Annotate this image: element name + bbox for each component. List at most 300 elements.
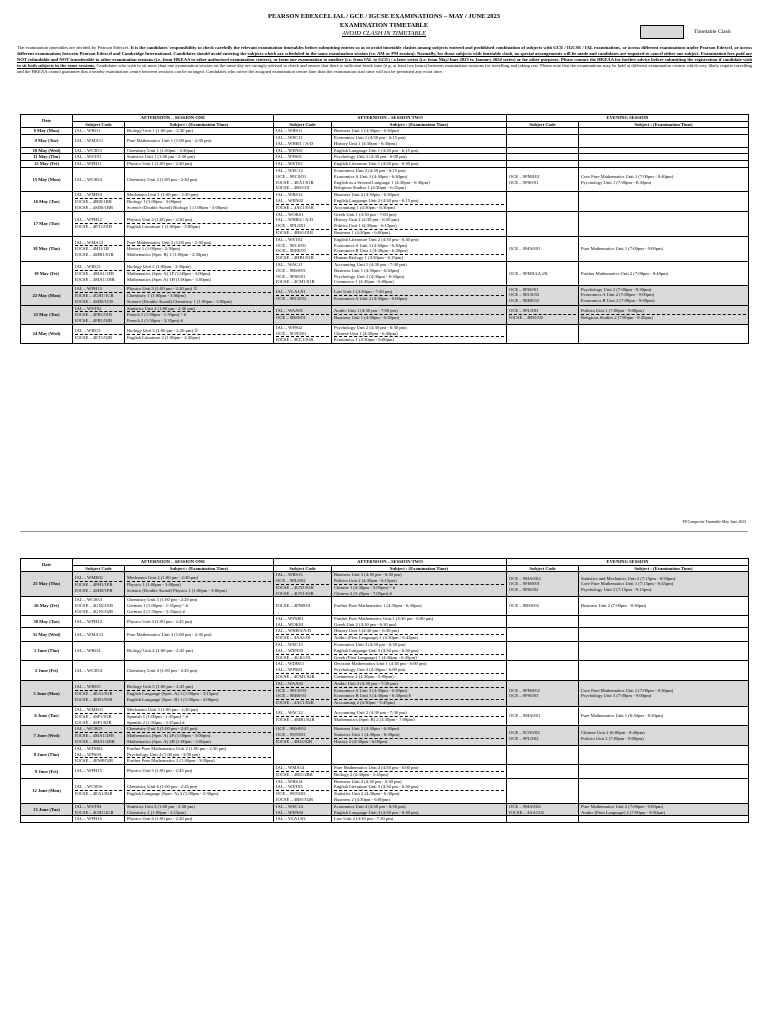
subject-entry: Mathematics (Spec B) 1 (1:00pm - 2:30pm) <box>127 252 208 258</box>
subject-header: Subject : (Examination Time) <box>579 565 749 572</box>
timetable-row <box>21 134 749 147</box>
session-two-header: AFTERNOON – SESSION TWO <box>274 115 507 122</box>
subject-entry: Physics Unit 6 (1:00 pm - 2:20 pm) <box>127 816 193 822</box>
subject-entry: Science (Double Award) Biology 1 (1:00pm - 3:00pm) <box>127 204 228 210</box>
subject-code: OCE – 9FM0/01 <box>509 581 540 587</box>
exam-date: 5 June (Mon) <box>21 680 73 706</box>
exam-date: 23 May (Tue) <box>21 305 73 324</box>
subject-code-header: Subject Code <box>507 565 579 572</box>
subject-code: IAL – WFM02 <box>75 745 103 751</box>
subject-code: IAL – WAC11 <box>276 261 303 267</box>
subject-code: IAL – WME02 <box>75 575 103 581</box>
subject-entry: English Language Unit 4 (4:30 pm - 6:30 pm) <box>334 809 419 815</box>
subject-code: OCE – 9EC0/01 <box>276 173 307 179</box>
subject-code: IAL – WEN03 <box>276 647 304 653</box>
subject-entry: Mechanics Unit 1 (1:00 pm - 2:30 pm) <box>127 192 199 198</box>
subject-cell <box>332 628 507 642</box>
subject-code: IAL – WOK01 <box>276 211 304 217</box>
subject-code: IAL – WDM11 <box>276 661 305 667</box>
subject-entry: Chemistry 1 (1:00pm - 3:00pm) <box>127 292 271 299</box>
subject-code: OCE – 9CN0/02 <box>509 729 540 735</box>
code-cell <box>507 745 579 764</box>
code-cell <box>73 661 125 680</box>
subject-code: IAL – WET02 <box>276 236 303 242</box>
subject-entry: Commerce 2 (4:30pm - 6:00pm) <box>334 673 504 680</box>
code-cell <box>73 816 125 823</box>
code-cell <box>274 641 332 660</box>
code-cell <box>73 597 125 615</box>
subject-cell <box>125 261 274 285</box>
timetable-row <box>21 706 749 725</box>
subject-entry: Economics A Unit 3 (4:30pm - 6:30pm) <box>334 687 504 694</box>
subject-code: OCE – 9MA0/02 <box>509 575 541 581</box>
code-cell <box>274 211 332 236</box>
code-cell <box>507 305 579 324</box>
column-header-row <box>21 121 749 128</box>
subject-code: IAL – WBS13 <box>276 572 303 578</box>
subject-code: OCE – 9PS0/01 <box>276 273 306 279</box>
exam-date: 8 June (Thu) <box>21 745 73 764</box>
exam-date: 13 June (Tue) <box>21 803 73 816</box>
subject-cell <box>332 286 507 305</box>
subject-code-header: Subject Code <box>73 121 125 128</box>
code-cell <box>73 745 125 764</box>
timetable-row <box>21 765 749 779</box>
timetable-row <box>21 161 749 168</box>
page-separator <box>20 531 748 532</box>
code-cell <box>507 803 579 816</box>
subject-entry: Economics A Unit 2 (4:30pm - 6:00pm) <box>334 295 504 302</box>
subject-code: IAL – WEC11 <box>276 134 303 140</box>
subject-code-header: Subject Code <box>507 121 579 128</box>
subject-code: OCE – 9EB0/02 <box>509 298 540 304</box>
intro-bold: It is the candidates' responsibility to check carefully the relevant examination timetables before submitting entries so as to avoid timetable clashes among subjects entered and prohibited combination of subjects with GCE / IGCSE / IAL examinations, or across different examinations under Pearson Edexcel, or across different examinations between Pearson Edexcel and Cambridge International. Candidates should avoid entering the <box>17 45 752 56</box>
subject-cell <box>332 803 507 816</box>
subject-code: IOCSE – 4GN1/01R <box>75 603 114 609</box>
subject-entry: English Language Unit 3 (4:30 pm - 6:30 pm) <box>334 647 419 653</box>
subject-code: OCE – 9MA0/02 <box>509 803 541 809</box>
subject-cell <box>332 167 507 191</box>
subject-code: IAL – WST03 <box>75 803 102 809</box>
exam-date: 9 June (Fri) <box>21 765 73 779</box>
code-cell <box>507 706 579 725</box>
subject-entry: Accounting 2 (4:30pm - 5:45pm) <box>334 699 504 706</box>
subject-entry: Pure Mathematics Unit 1 (7:00pm - 9:00pm) <box>581 245 664 251</box>
subject-entry: Economics A Unit 1 (4:30pm - 6:30pm) <box>334 242 408 248</box>
exam-date: 9 May (Tue) <box>21 134 73 147</box>
subject-entry: Statistics Unit 1 (1:00 pm - 2:30 pm) <box>127 154 195 160</box>
subject-cell <box>332 615 507 628</box>
subject-code: IAL – WCH13 <box>75 597 103 603</box>
subject-entry: English as a Second Language 1 (4:30pm - 6:30pm) <box>334 179 430 185</box>
subject-entry: English Language (Spec. B) 1 (1:00pm - 4:00pm) <box>127 696 219 702</box>
subject-cell <box>579 661 749 680</box>
subject-cell <box>579 261 749 285</box>
subject-entry: Chinese 1 (4:30pm - 5:05pm) ^ # <box>334 584 504 591</box>
exam-date <box>21 816 73 823</box>
code-cell <box>507 167 579 191</box>
subject-cell <box>125 128 274 135</box>
subject-entry: Core Pure Mathematics Unit 2 (7:00pm - 8:30pm) <box>581 687 674 693</box>
timetable-row <box>21 726 749 745</box>
subject-code: IAL – WCH15 <box>75 726 103 732</box>
subject-entry: Economics B Unit 2 (7:00pm - 9:00pm) <box>581 298 655 304</box>
subject-code: IAL – WMA11 <box>75 137 104 143</box>
subject-entry: Economics Unit 1 (4:30 pm - 6:15 pm) <box>334 134 406 140</box>
exam-date: 16 May (Tue) <box>21 192 73 211</box>
timetable-row <box>21 778 749 803</box>
timetable-row <box>21 261 749 285</box>
subject-code-header: Subject Code <box>73 565 125 572</box>
subject-cell <box>332 261 507 285</box>
subject-entry: Politics Unit 2 (7:00pm - 9:00pm) <box>581 735 644 741</box>
subject-code: OCE – 8PS0/01 <box>509 286 539 292</box>
exam-date: 24 May (Wed) <box>21 324 73 343</box>
intro-underlined: subjects which are scheduled in the same examination session (i.e. AM or PM session). Normally, for those subjects with timetable clash, no special arrangements will be made and candidates are required to cancel either one subject. Examination fees paid are NOT refundable and NOT transferable to other examination sessions (i.e. from HKEAA to other authorised examination centres), or from one examination to another (i.e. from IAL to GCE) / a later series (i.e. from May/June 2023 to January 2024 series) or for other purposes. Please contact the HKEAA for further advice before submitting the registration if candidate wish to sit both subjects in the same sessions. <box>17 50 752 68</box>
timetable-row <box>21 236 749 261</box>
subject-cell <box>332 572 507 597</box>
subject-code: IAL – WBI12 <box>75 264 101 270</box>
subject-cell <box>332 726 507 745</box>
subject-cell <box>579 765 749 779</box>
code-cell <box>274 816 332 823</box>
subject-entry: Further Pure Mathematics 1 (4:30pm - 6:30pm) <box>334 603 422 609</box>
subject-cell <box>579 286 749 305</box>
code-cell <box>507 286 579 305</box>
subject-code: IOCSE – 4SD0/1BR <box>75 204 114 210</box>
subject-code: IOCSE – 4SD0/1PR <box>75 587 113 593</box>
subject-code: IAL – WEN01 <box>276 147 304 153</box>
exam-date: 1 June (Thu) <box>21 641 73 660</box>
subject-cell <box>125 286 274 305</box>
subject-cell <box>579 680 749 706</box>
exam-date: 25 May (Thu) <box>21 572 73 597</box>
subject-code: IOCSE – 4CM1/02R <box>276 673 329 680</box>
subject-code: OCE – 9BS0/02 <box>276 726 306 732</box>
subject-code: IAL – WST01 <box>75 154 102 160</box>
code-cell <box>507 154 579 161</box>
subject-entry: Economics B Unit 3 (4:30pm - 6:30pm) $ <box>334 693 411 699</box>
subject-entry: Biology 2 (4:30pm - 5:45pm) <box>334 771 504 778</box>
subject-entry: German 1 (1:00pm - 1:35pm) ^ # <box>127 603 189 609</box>
subject-code: OCE – 9EB0/01 <box>276 248 307 254</box>
subject-entry: Pure Mathematics Unit 1 (6:30pm - 8:30pm) <box>581 713 664 719</box>
subject-code: IOCSE – 4MB1/02R <box>276 716 329 723</box>
subject-cell <box>125 324 274 343</box>
code-cell <box>274 726 332 745</box>
timetable-row <box>21 154 749 161</box>
subject-code: IAL – WMA14 <box>276 765 305 771</box>
subject-entry: English Language Unit 2 (4:30 pm - 6:15 pm) <box>334 197 419 203</box>
subject-code: IAL – WCH14 <box>75 667 103 673</box>
subject-code: OCE – 9PS0/02 <box>509 587 539 593</box>
subject-entry: Further Pure Mathematics Unit 1 (4:30 pm - 6:00 pm) <box>334 615 434 621</box>
subject-entry: Economics B Unit 1 (4:30pm - 6:30pm) <box>334 248 408 254</box>
subject-code: IOCSE – 4EC1/01R <box>276 336 329 343</box>
subject-code: IOCSE – 4EA1/02R <box>75 790 122 797</box>
code-cell <box>507 128 579 135</box>
subject-entry: Chemistry Unit 3 (1:00 pm - 2:20 pm) <box>127 597 198 603</box>
exam-date: 8 May (Mon) <box>21 128 73 135</box>
subject-entry: Pure Mathematics Unit 2 (1:00 pm - 2:30 pm) <box>127 239 212 245</box>
code-cell <box>274 745 332 764</box>
subject-entry: English Literature 1 (1:00pm - 3:00pm) <box>127 223 271 230</box>
code-cell <box>73 211 125 236</box>
code-cell <box>73 161 125 168</box>
subject-code: IAL – WBI13 <box>75 327 101 333</box>
timetable-table-1 <box>20 114 749 344</box>
timetable-row <box>21 305 749 324</box>
subject-entry: Business Unit 1 (4:30pm - 6:30pm) <box>334 128 400 134</box>
subject-cell <box>332 778 507 803</box>
exam-date: 30 May (Tue) <box>21 615 73 628</box>
subject-entry: Mathematics (Spec A) 2F (1:00pm - 3:00pm) <box>127 732 271 739</box>
subject-entry: Psychology Unit 2 (7:00pm - 8:30pm) <box>581 286 652 292</box>
subject-header: Subject : (Examination Time) <box>332 565 507 572</box>
subject-code: IAL – WPH12 <box>75 217 102 223</box>
subject-code: IOCSE – 4EA1/01R <box>276 179 314 185</box>
code-cell <box>507 765 579 779</box>
subject-code: IAL – WEC14 <box>276 803 303 809</box>
subject-entry: Chemistry Unit 6 (1:00 pm - 2:20 pm) <box>127 784 198 790</box>
subject-code: OCE – 9EC0/03 <box>276 687 329 694</box>
subject-entry: English Literature 2 (1:00pm - 2:30pm) <box>127 334 271 341</box>
subject-cell <box>332 661 507 680</box>
legend-swatch <box>640 25 684 39</box>
subject-entry: Accounting 1 (4:30pm - 6:30pm) <box>334 204 504 211</box>
subject-code: IOCSE – 4BI0/1BR <box>75 198 122 205</box>
subject-code: IAL – WBS14 <box>276 778 303 784</box>
subject-cell <box>332 745 507 764</box>
subject-entry: Human Biology 1 (4:30pm - 6:15pm) <box>334 254 504 261</box>
subject-code: IOCSE – 4FR1/02R <box>75 318 113 324</box>
subject-cell <box>579 778 749 803</box>
subject-cell <box>579 147 749 154</box>
subject-code: OCE – 9EB0/03 <box>276 693 307 699</box>
subject-cell <box>125 726 274 745</box>
subject-cell <box>125 680 274 706</box>
subject-code: IAL – WAA02 <box>276 680 304 686</box>
subject-cell <box>332 236 507 261</box>
subject-code: IOCSE – 4RS1/02 <box>509 314 576 321</box>
subject-code: OCE – 9FM0/02 <box>509 687 540 693</box>
timetable-row <box>21 641 749 660</box>
exam-date: 22 May (Mon) <box>21 286 73 305</box>
exam-date: 18 May (Thu) <box>21 236 73 261</box>
subject-code: IOCSE – 4CN1/02R <box>276 590 314 596</box>
code-cell <box>73 765 125 779</box>
code-cell <box>73 572 125 597</box>
exam-date: 6 June (Tue) <box>21 706 73 725</box>
code-cell <box>507 597 579 615</box>
subject-cell <box>579 726 749 745</box>
subject-code: IOCSE – 4MA1/1FR <box>75 270 122 277</box>
subject-entry: Pure Mathematics Unit 2 (7:00pm - 9:00pm) <box>581 803 664 809</box>
subject-code: IAL – WAA01 <box>276 308 304 314</box>
table-1-body <box>21 128 749 344</box>
code-cell <box>73 778 125 803</box>
subject-code: IAL – WFM01 <box>276 615 304 621</box>
subject-code: OCE – 9ST0/01 <box>276 732 306 738</box>
footnote: P8 Composite Timetable May June 2023 <box>682 520 746 524</box>
subject-entry: Greek (First Language) 1 (4:30pm - 6:45pm) <box>334 654 504 661</box>
code-cell <box>274 765 332 779</box>
subject-cell <box>579 597 749 615</box>
subject-code: IAL – WPS01 <box>276 154 303 160</box>
subject-entry: Business 1 (4:30pm - 6:00pm) <box>334 229 504 236</box>
subject-code: IOCSE – 4PH1/1PR <box>75 581 122 588</box>
subject-entry: Statistics and Mechanics Unit 2 (7:15pm - 8:50pm) <box>581 575 676 581</box>
subject-entry: Further Pure Mathematics Unit 2 (1:00 pm - 2:30 pm) <box>127 745 227 751</box>
subject-cell <box>579 192 749 211</box>
subject-cell <box>125 745 274 764</box>
subject-entry: Business Unit 2 (4:30pm - 6:30pm) <box>334 726 400 732</box>
subject-entry: Mathematics (Spec B) 2 (4:30pm - 7:00pm) <box>334 716 504 723</box>
timetable-row <box>21 286 749 305</box>
subject-cell <box>579 706 749 725</box>
subject-header: Subject : (Examination Time) <box>125 565 274 572</box>
subject-entry: Business Unit 1 (4:30pm - 6:30pm) <box>334 267 400 273</box>
subject-code: IAL – WCH12 <box>75 176 103 182</box>
subject-cell <box>332 641 507 660</box>
subject-code: IAL – WHI01 / A-D <box>276 140 314 146</box>
code-cell <box>274 192 332 211</box>
session-one-header: AFTERNOON – SESSION ONE <box>73 559 274 566</box>
subject-code: OCE – 9PL0/02 <box>276 577 306 583</box>
code-cell <box>274 305 332 324</box>
subject-cell <box>332 816 507 823</box>
subject-code: IAL – WCH11 <box>75 147 103 153</box>
subject-cell <box>332 134 507 147</box>
subject-code: IAL – WHI03/A-D <box>276 628 312 634</box>
subject-entry: Biology 1 (1:00pm - 3:00pm) <box>127 198 271 205</box>
timetable-row <box>21 211 749 236</box>
subject-code: IOCSE – 4BI1/2BR <box>276 771 329 778</box>
subject-entry: Psychology Unit 3 (4:30pm - 6:00 pm) <box>334 667 406 673</box>
subject-code: IAL – WAC12 <box>276 709 303 715</box>
subject-code: IOCSE – 4ET1/02R <box>75 334 122 341</box>
subject-code: OCE – 9ST0/02 <box>276 790 329 797</box>
subject-entry: Economics 1 (4:30pm - 6:00pm) <box>334 336 504 343</box>
intro-text-2: Candidates who wish to sit more than one examination session on the same day are strongly advised to check and ensure that there is sufficient break time (e.g. at least two hours) between examination sessions for travelling and taking rest. Please note that the examinations may be held at different examination centres which very likely require travelling and the HKEAA cannot guarantee that a nearby examination centre between sessions can be arranged. Candidates who arrive the assigned examination centre later than the examination start time will not be permitted any extra time. <box>17 62 752 74</box>
subject-cell <box>332 305 507 324</box>
code-cell <box>274 286 332 305</box>
subject-cell <box>332 765 507 779</box>
subject-code: IOCSE – 4SP1/02R <box>75 719 112 725</box>
subject-code: IOCSE – 4BS1/01R <box>276 229 329 236</box>
exam-date: 17 May (Tue) <box>21 211 73 236</box>
subject-entry: Chemistry Unit 5 (1:00 pm - 2:45 pm) <box>127 726 198 732</box>
subject-code: IOCSE – 4HB1/01R <box>276 254 329 261</box>
timetable-row <box>21 745 749 764</box>
timetable-row <box>21 147 749 154</box>
code-cell <box>274 803 332 816</box>
subject-code-header: Subject Code <box>274 121 332 128</box>
column-header-row <box>21 565 749 572</box>
subject-entry: Greek Unit 1 (4:30 pm - 7:00 pm) <box>334 211 397 217</box>
session-header-row <box>21 115 749 122</box>
subject-entry: Accounting Unit 2 (4:30 pm - 7:30 pm) <box>334 709 407 715</box>
code-cell <box>73 134 125 147</box>
subject-cell <box>125 167 274 191</box>
subject-entry: Business Unit 3 (4:30 pm - 6:30 pm) <box>334 572 402 578</box>
subject-entry: Religious Studies 1 (4:30pm - 6:15pm) <box>334 185 406 191</box>
code-cell <box>73 680 125 706</box>
subject-entry: Physics Unit 2 (1:00 pm - 2:30 pm) <box>127 217 193 223</box>
subject-entry: Economics Unit 2 (4:30 pm - 6:15 pm) <box>334 167 406 173</box>
code-cell <box>73 236 125 261</box>
legend <box>640 25 731 39</box>
subject-entry: Greek Unit 2 (4:30 pm - 6:30 pm) <box>334 621 397 627</box>
subject-code: OCE – 9BS0/01 <box>276 267 306 273</box>
code-cell <box>507 147 579 154</box>
subject-entry: French 1 (1:00pm - 1:35pm) ^ # <box>127 311 271 318</box>
subject-code: IOCSE – 4CH1/2CR <box>75 809 114 815</box>
subject-entry: Psychology Unit 1 (4:30 pm - 6:00 pm) <box>334 154 407 160</box>
subject-entry: English Language (Spec. A) 2 (1:00pm - 2:30pm) <box>127 790 271 797</box>
subject-entry: Business Unit 2 (7:00pm - 8:30pm) <box>581 603 647 609</box>
subject-code: IOCSE – 4FR1/01R <box>75 311 122 318</box>
subject-code: IOCSE – 4AA1/02 <box>509 809 544 815</box>
subject-code: IAL – WEN04 <box>276 809 304 815</box>
intro-text-1: The examination timetables are decided by Pearson Edexcel. <box>17 45 131 50</box>
subject-code: OCE – 9FM0/01 <box>509 173 540 179</box>
subject-cell <box>579 134 749 147</box>
subject-entry: Pure Mathematics Unit 4 (4:30 pm - 6:00 pm) <box>334 765 419 771</box>
subject-entry: Physics Unit 5 (1:00 pm - 2:45 pm) <box>127 768 193 774</box>
subject-cell <box>579 211 749 236</box>
subject-cell <box>579 128 749 135</box>
code-cell <box>274 134 332 147</box>
subject-code: IOCSE – 4CM1/01R <box>276 279 315 285</box>
subject-code: IAL – WHI02 / A-D <box>276 217 314 223</box>
subject-cell <box>125 154 274 161</box>
timetable-row <box>21 128 749 135</box>
subject-entry: Mechanics Unit 2 (1:00 pm - 2:30 pm) <box>127 575 199 581</box>
subject-cell <box>125 134 274 147</box>
subject-code: IAL – WMA12 <box>75 239 104 245</box>
subject-code: IOCSE – 4FM0/01 <box>276 603 311 609</box>
subject-cell <box>332 128 507 135</box>
subject-code: IAL – WBI11 <box>75 128 101 134</box>
subject-entry: Statistics Unit 3 (1:00 pm - 2:30 pm) <box>127 803 195 809</box>
subject-entry: Psychology Unit 1 (7:00pm - 8:30pm) <box>581 179 652 185</box>
subject-code: OCE – 9PL0/01 <box>276 223 306 229</box>
subject-header: Subject : (Examination Time) <box>125 121 274 128</box>
document-title: PEARSON EDEXCEL IAL / GCE / IGCSE EXAMINATIONS – MAY / JUNE 2023 <box>268 13 500 20</box>
session-header-row <box>21 559 749 566</box>
code-cell <box>73 706 125 725</box>
subject-code: IOCSE – 4MA1/2FR <box>75 732 122 739</box>
timetable-row <box>21 816 749 823</box>
subject-cell <box>125 236 274 261</box>
exam-date: 12 May (Fri) <box>21 161 73 168</box>
subject-cell <box>125 628 274 642</box>
subject-code: OCE – 9PS0/01 <box>509 179 539 185</box>
subject-cell <box>579 572 749 597</box>
code-cell <box>507 641 579 660</box>
subject-code: OCE – 9PS0/03 <box>509 693 539 699</box>
session-two-header: AFTERNOON – SESSION TWO <box>274 559 507 566</box>
subject-code: IAL – WBS12 <box>276 192 303 198</box>
subject-entry: English Literature Unit 2 (4:30 pm - 6:30 pm) <box>334 236 419 242</box>
subject-code: IAL – WPS02 <box>276 324 303 330</box>
subject-cell <box>125 211 274 236</box>
subject-entry: English Language (Spec. A) 1 (1:00pm - 3:15pm) <box>127 690 271 697</box>
subject-code: IOCSE – 4GN1/02R <box>75 608 114 614</box>
subject-code: IOCSE – 4HI1/1R <box>75 245 122 252</box>
subject-code-header: Subject Code <box>274 565 332 572</box>
